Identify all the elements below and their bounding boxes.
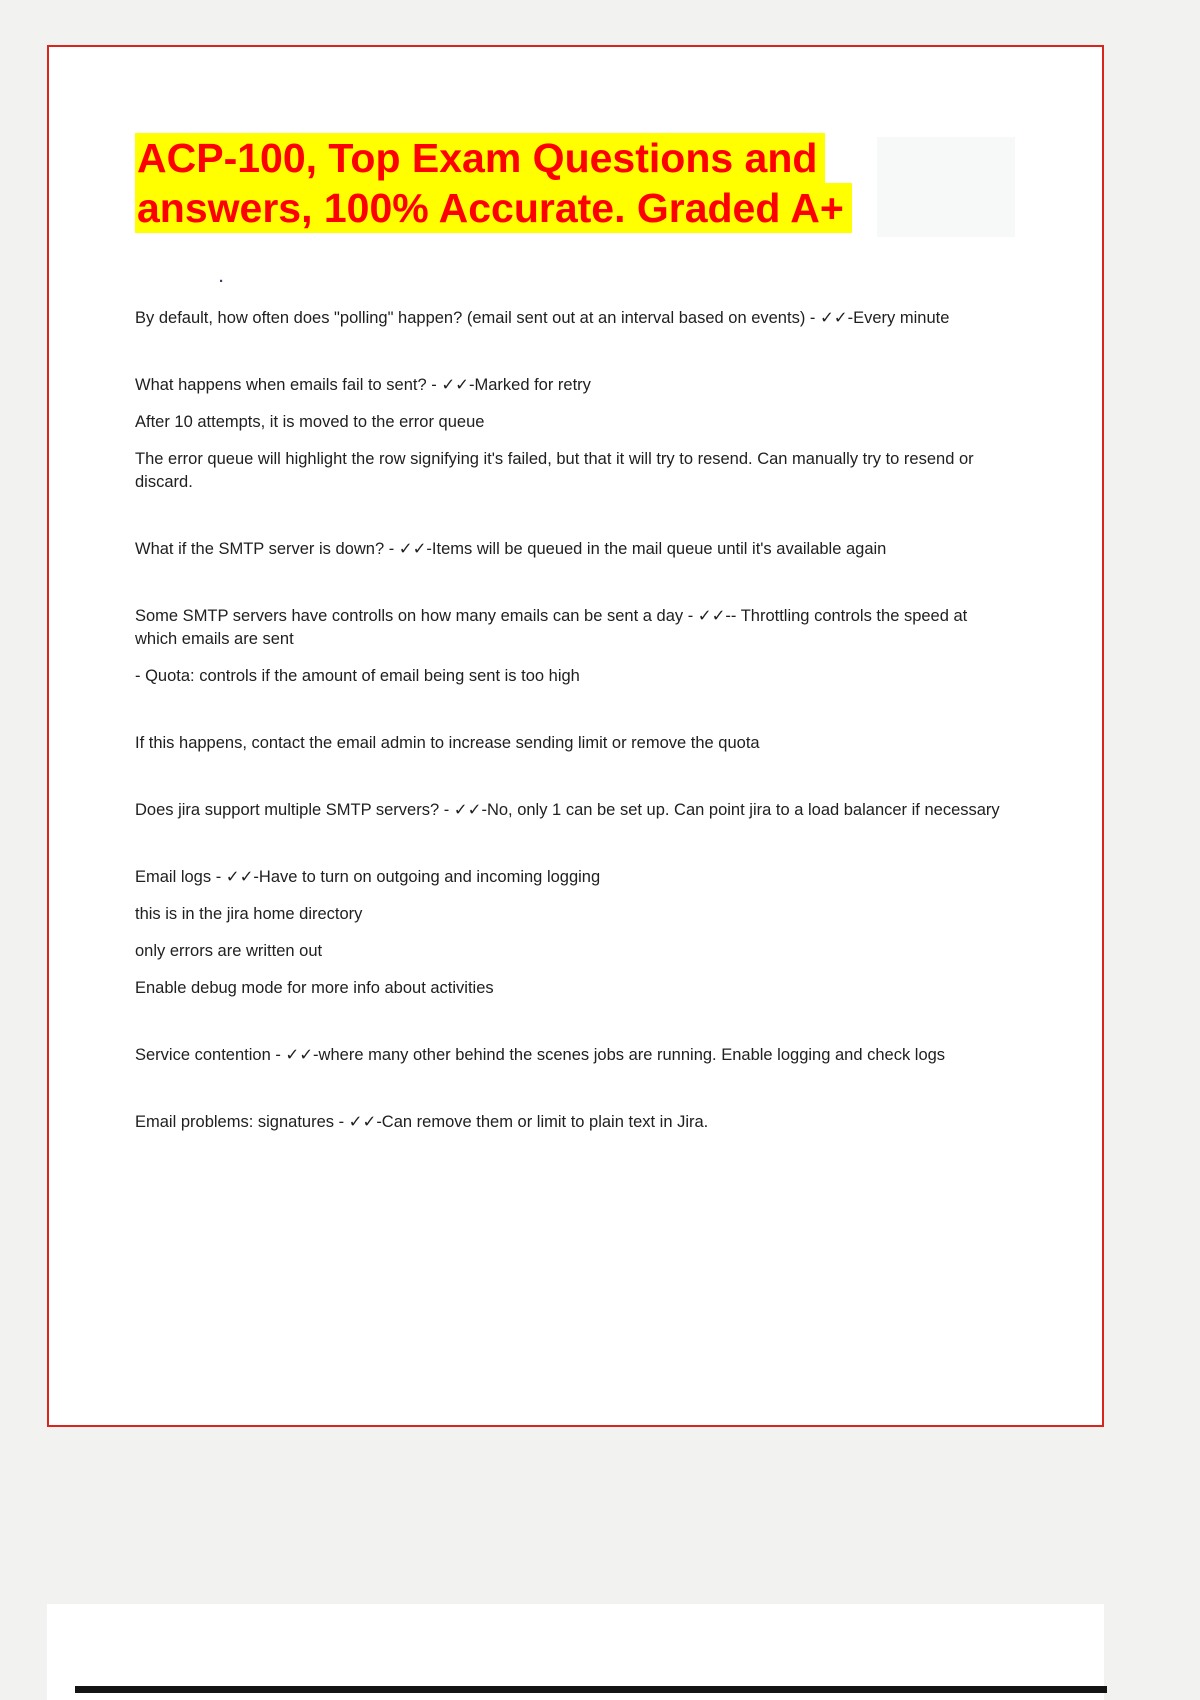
qa-paragraph: After 10 attempts, it is moved to the error queue bbox=[135, 413, 485, 431]
qa-paragraph: Some SMTP servers have controlls on how many emails can be sent a day - ✓✓-- Throttling controls the speed at which emails are sent bbox=[135, 607, 968, 648]
document-title bbox=[135, 133, 1006, 233]
title-highlight-1: ACP-100, Top Exam Questions and bbox=[135, 133, 825, 183]
title-line-2 bbox=[135, 183, 1006, 233]
qa-paragraph: What if the SMTP server is down? - ✓✓-Items will be queued in the mail queue until it's available again bbox=[135, 540, 887, 558]
title-highlight-2: answers, 100% Accurate. Graded A+ bbox=[135, 183, 852, 233]
qa-paragraphs bbox=[135, 307, 1006, 1134]
qa-paragraph: Enable debug mode for more info about activities bbox=[135, 979, 494, 997]
next-page-preview bbox=[47, 1604, 1104, 1700]
qa-paragraph: The error queue will highlight the row signifying it's failed, but that it will try to resend. Can manually try to resend or discard. bbox=[135, 450, 974, 491]
qa-paragraph: Service contention - ✓✓-where many other behind the scenes jobs are running. Enable logging and check logs bbox=[135, 1046, 946, 1064]
qa-paragraph: Email logs - ✓✓-Have to turn on outgoing and incoming logging bbox=[135, 868, 601, 886]
page-divider-bar bbox=[75, 1686, 1107, 1693]
qa-paragraph: If this happens, contact the email admin to increase sending limit or remove the quota bbox=[135, 734, 760, 752]
page-content bbox=[49, 47, 1102, 1425]
qa-paragraph: - Quota: controls if the amount of email being sent is too high bbox=[135, 667, 580, 685]
qa-paragraph: this is in the jira home directory bbox=[135, 905, 363, 923]
qa-paragraph: What happens when emails fail to sent? - ✓✓-Marked for retry bbox=[135, 376, 591, 394]
qa-paragraph: Does jira support multiple SMTP servers? - ✓✓-No, only 1 can be set up. Can point jira to a load balancer if necessary bbox=[135, 801, 1000, 819]
qa-paragraph: By default, how often does "polling" happen? (email sent out at an interval based on events) - ✓✓-Every minute bbox=[135, 309, 950, 327]
title-line-1 bbox=[135, 133, 1006, 183]
document-page bbox=[47, 45, 1104, 1427]
qa-paragraph: Email problems: signatures - ✓✓-Can remove them or limit to plain text in Jira. bbox=[135, 1113, 709, 1131]
qa-paragraph: only errors are written out bbox=[135, 942, 323, 960]
stray-period: . bbox=[219, 269, 224, 286]
